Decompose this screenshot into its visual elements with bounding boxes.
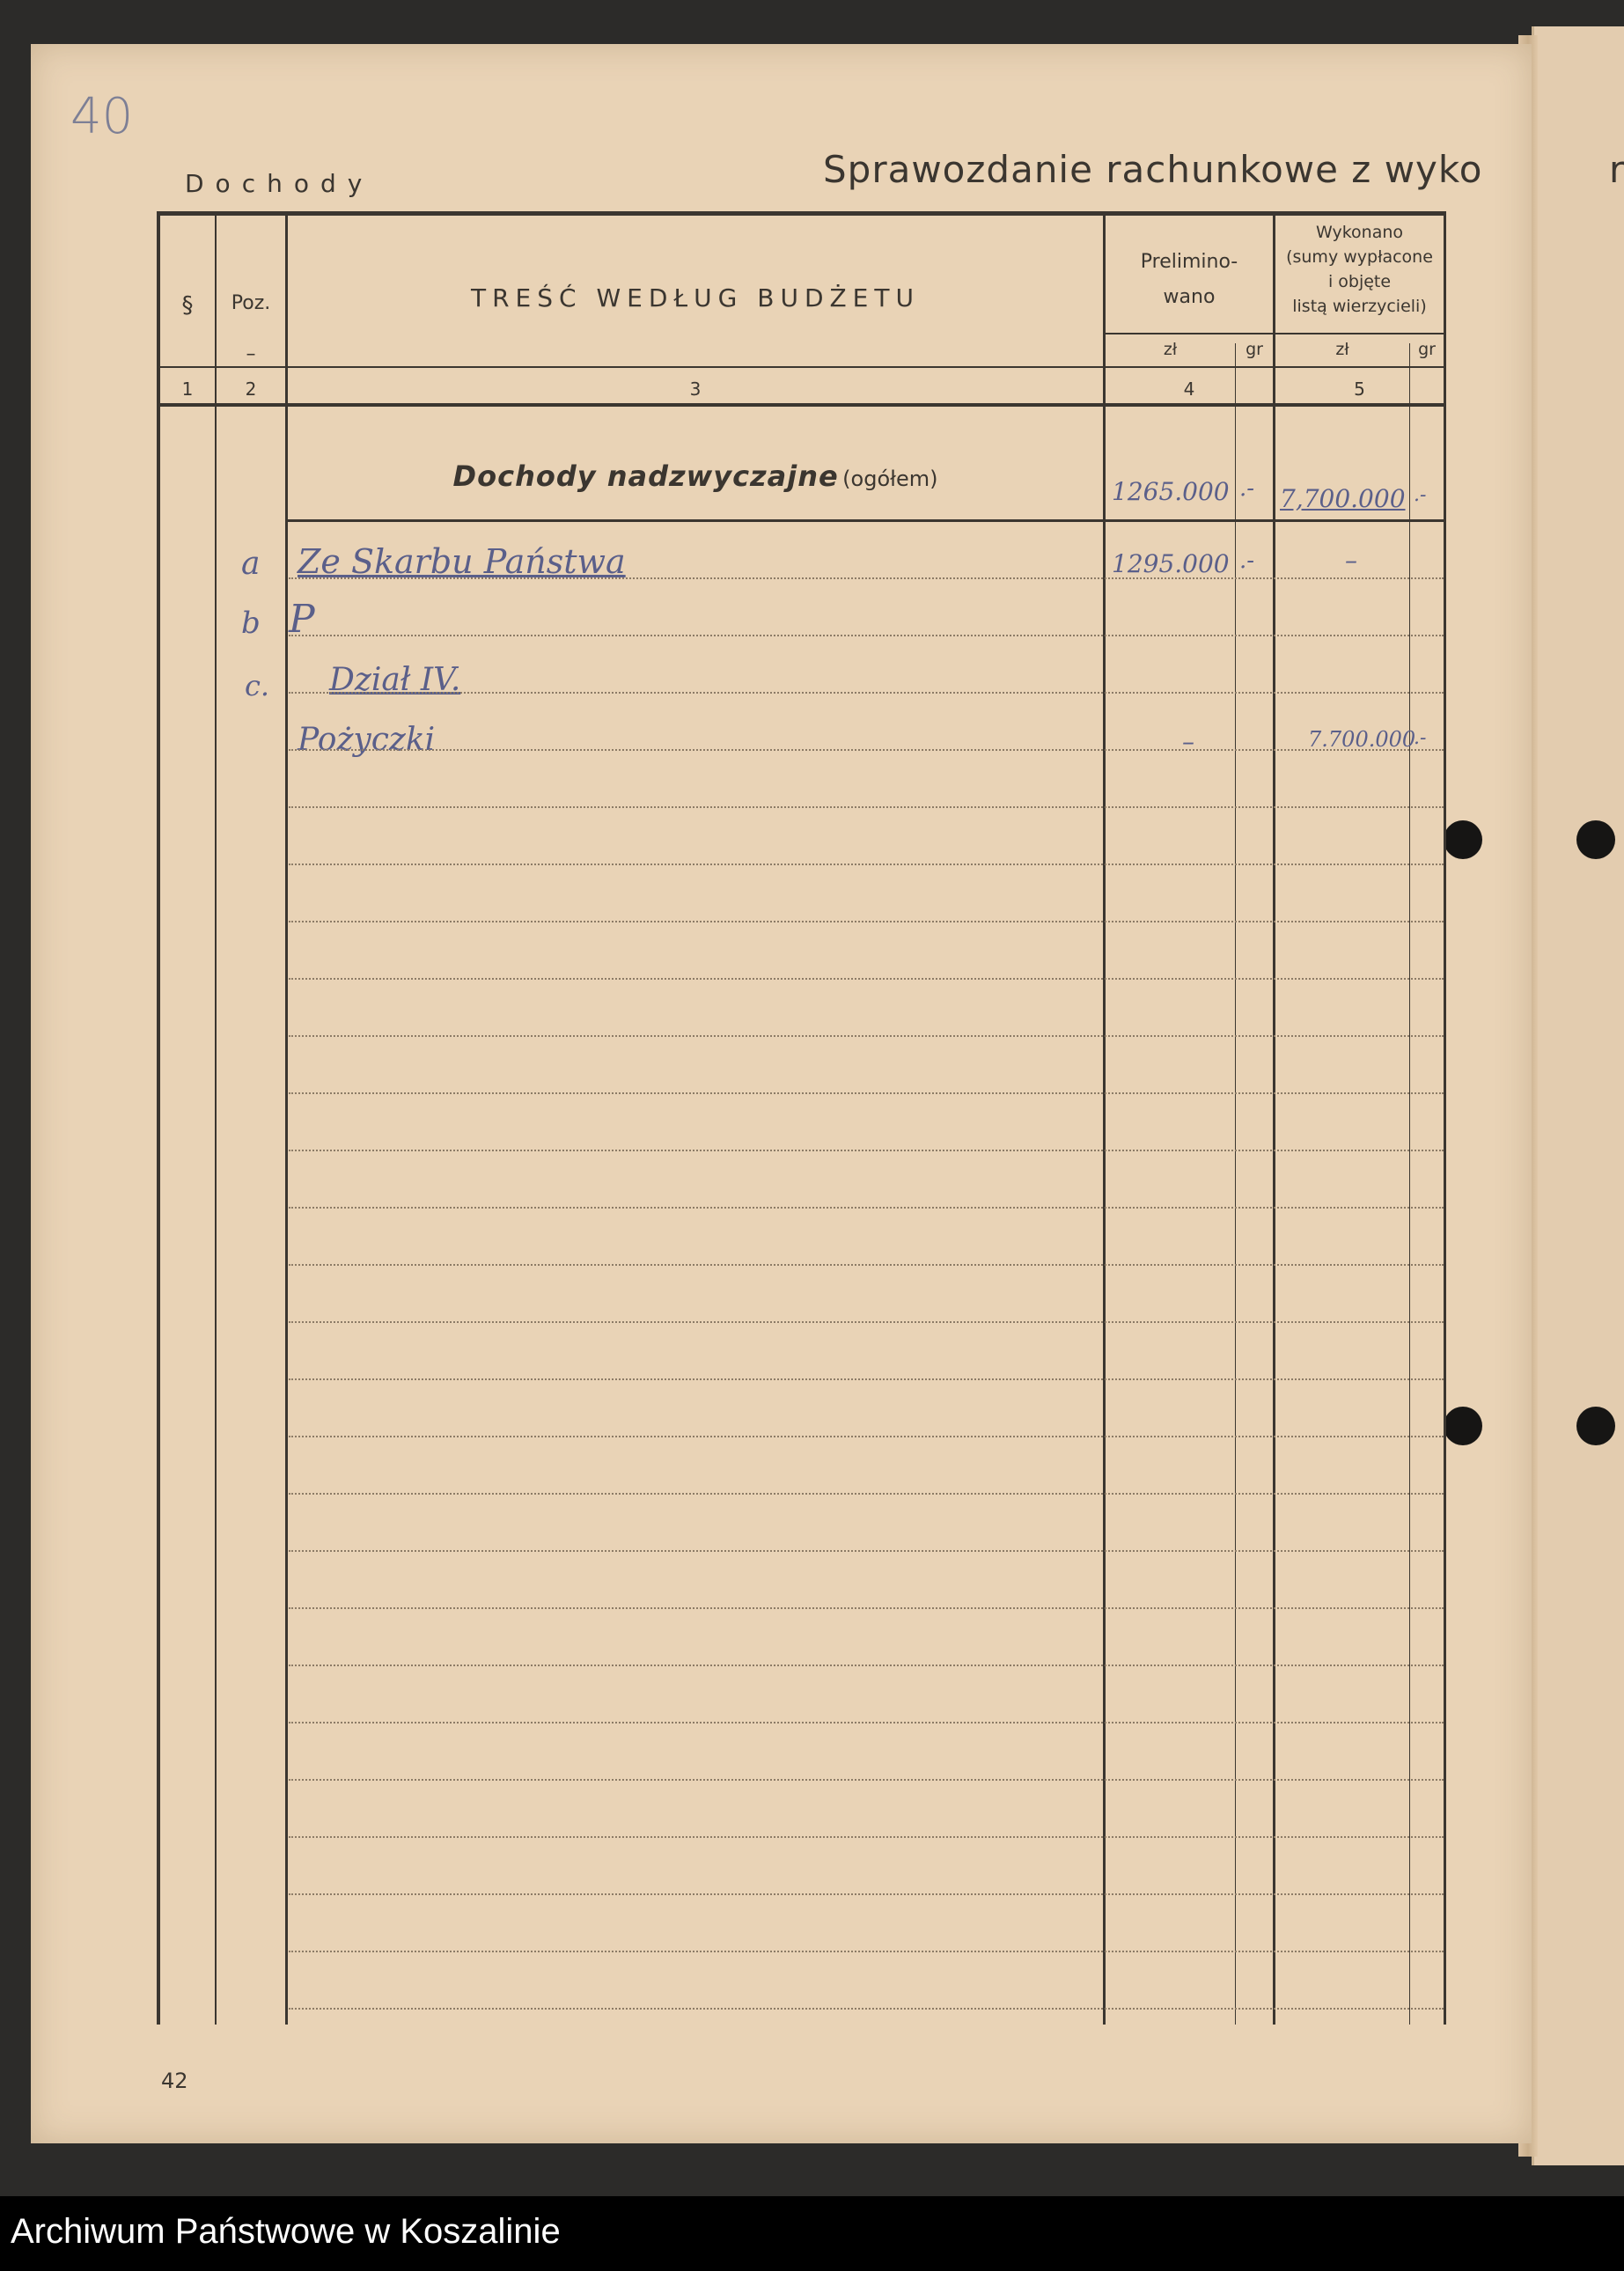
col-divider-gr bbox=[1409, 343, 1410, 2025]
col-divider bbox=[1273, 211, 1275, 2025]
ruled-line bbox=[289, 1665, 1444, 1666]
header-estimated: Prelimino- wano bbox=[1140, 251, 1238, 308]
table-top-rule bbox=[157, 211, 1446, 216]
subheader-rule bbox=[1103, 333, 1446, 334]
ruled-line bbox=[289, 1493, 1444, 1495]
ruled-line bbox=[289, 1607, 1444, 1609]
ruled-line bbox=[289, 806, 1444, 808]
ruled-line bbox=[289, 864, 1444, 865]
header-executed: Wykonano (sumy wypłacone i objęte listą wierzycieli) bbox=[1286, 223, 1433, 316]
total-executed-zl: 7,700.000 bbox=[1280, 484, 1406, 513]
next-page-title-fragment: r bbox=[1609, 148, 1624, 191]
ruled-line bbox=[289, 692, 1444, 694]
header-executed-zl: zł bbox=[1335, 340, 1349, 359]
table-right-rule bbox=[1444, 211, 1446, 2025]
ruled-line bbox=[289, 1550, 1444, 1552]
header-dash: – bbox=[246, 343, 256, 365]
next-page-edge bbox=[1532, 26, 1624, 2165]
header-executed-gr: gr bbox=[1418, 340, 1436, 359]
colnum-bottom-rule bbox=[157, 403, 1446, 407]
column-number: 5 bbox=[1354, 378, 1365, 400]
ruled-line bbox=[289, 1436, 1444, 1437]
col-divider bbox=[1103, 211, 1106, 2025]
row-estimated-zl: 1295.000 bbox=[1112, 549, 1230, 578]
punch-hole bbox=[1576, 820, 1615, 859]
punch-hole bbox=[1444, 820, 1482, 859]
ruled-line bbox=[289, 1092, 1444, 1094]
total-row-title: Dochody nadzwyczajne bbox=[452, 459, 839, 493]
row-position: c. bbox=[245, 669, 270, 702]
archive-number: 40 bbox=[70, 88, 134, 145]
row-executed-gr: .- bbox=[1414, 727, 1427, 749]
row-position: a bbox=[241, 546, 261, 582]
column-number: 3 bbox=[689, 378, 702, 400]
table-left-rule bbox=[157, 211, 160, 2025]
ruled-line bbox=[289, 1035, 1444, 1037]
column-number: 4 bbox=[1183, 378, 1195, 400]
row-executed-zl: – bbox=[1345, 546, 1357, 575]
header-estimated-gr: gr bbox=[1246, 340, 1263, 359]
ruled-line bbox=[289, 1264, 1444, 1266]
total-estimated-gr: .- bbox=[1239, 475, 1255, 502]
ruled-line bbox=[289, 1779, 1444, 1781]
ruled-line bbox=[289, 1378, 1444, 1380]
header-estimated-zl: zł bbox=[1163, 340, 1178, 359]
row-executed-zl: 7.700.000 bbox=[1308, 727, 1416, 752]
row-text: Pożyczki bbox=[298, 722, 436, 758]
header-content: TREŚĆ WEDŁUG BUDŻETU bbox=[471, 283, 920, 312]
ruled-line bbox=[289, 1722, 1444, 1723]
ruled-line bbox=[289, 1150, 1444, 1151]
ruled-line bbox=[289, 635, 1444, 636]
ruled-line bbox=[289, 978, 1444, 980]
budget-table bbox=[157, 211, 1446, 2025]
ruled-line bbox=[289, 1207, 1444, 1209]
ruled-line bbox=[289, 2008, 1444, 2010]
row-text: Dział IV. bbox=[329, 662, 461, 698]
column-number: 1 bbox=[181, 378, 194, 400]
column-number: 2 bbox=[245, 378, 257, 400]
page-number: 42 bbox=[161, 2069, 188, 2093]
punch-hole bbox=[1444, 1407, 1482, 1445]
total-row-rule bbox=[285, 519, 1446, 522]
archive-footer bbox=[0, 2196, 1624, 2271]
header-paragraph: § bbox=[181, 292, 194, 319]
ruled-line bbox=[289, 749, 1444, 751]
total-row-label bbox=[288, 459, 1103, 493]
row-estimated-zl: – bbox=[1182, 727, 1194, 756]
col-divider-gr bbox=[1235, 343, 1236, 2025]
row-position: b bbox=[241, 606, 261, 641]
ruled-line bbox=[289, 1836, 1444, 1838]
punch-hole bbox=[1576, 1407, 1615, 1445]
row-text: Ze Skarbu Państwa bbox=[298, 542, 626, 581]
archive-name: Archiwum Państwowe w Koszalinie bbox=[11, 2212, 561, 2251]
ruled-line bbox=[289, 1321, 1444, 1323]
header-position: Poz. bbox=[231, 292, 271, 314]
total-estimated-zl: 1265.000 bbox=[1112, 477, 1230, 506]
ruled-line bbox=[289, 1893, 1444, 1895]
ruled-line bbox=[289, 1951, 1444, 1952]
header-bottom-rule bbox=[157, 366, 1446, 368]
ruled-line bbox=[289, 577, 1444, 579]
row-text: P bbox=[289, 597, 315, 642]
col-divider bbox=[215, 211, 217, 2025]
document-title: Sprawozdanie rachunkowe z wyko bbox=[823, 148, 1483, 191]
total-executed-gr: .- bbox=[1414, 484, 1427, 506]
row-estimated-gr: .- bbox=[1239, 548, 1255, 574]
ruled-line bbox=[289, 921, 1444, 922]
total-row-suffix: (ogółem) bbox=[842, 467, 938, 491]
section-label: Dochody bbox=[185, 169, 374, 198]
